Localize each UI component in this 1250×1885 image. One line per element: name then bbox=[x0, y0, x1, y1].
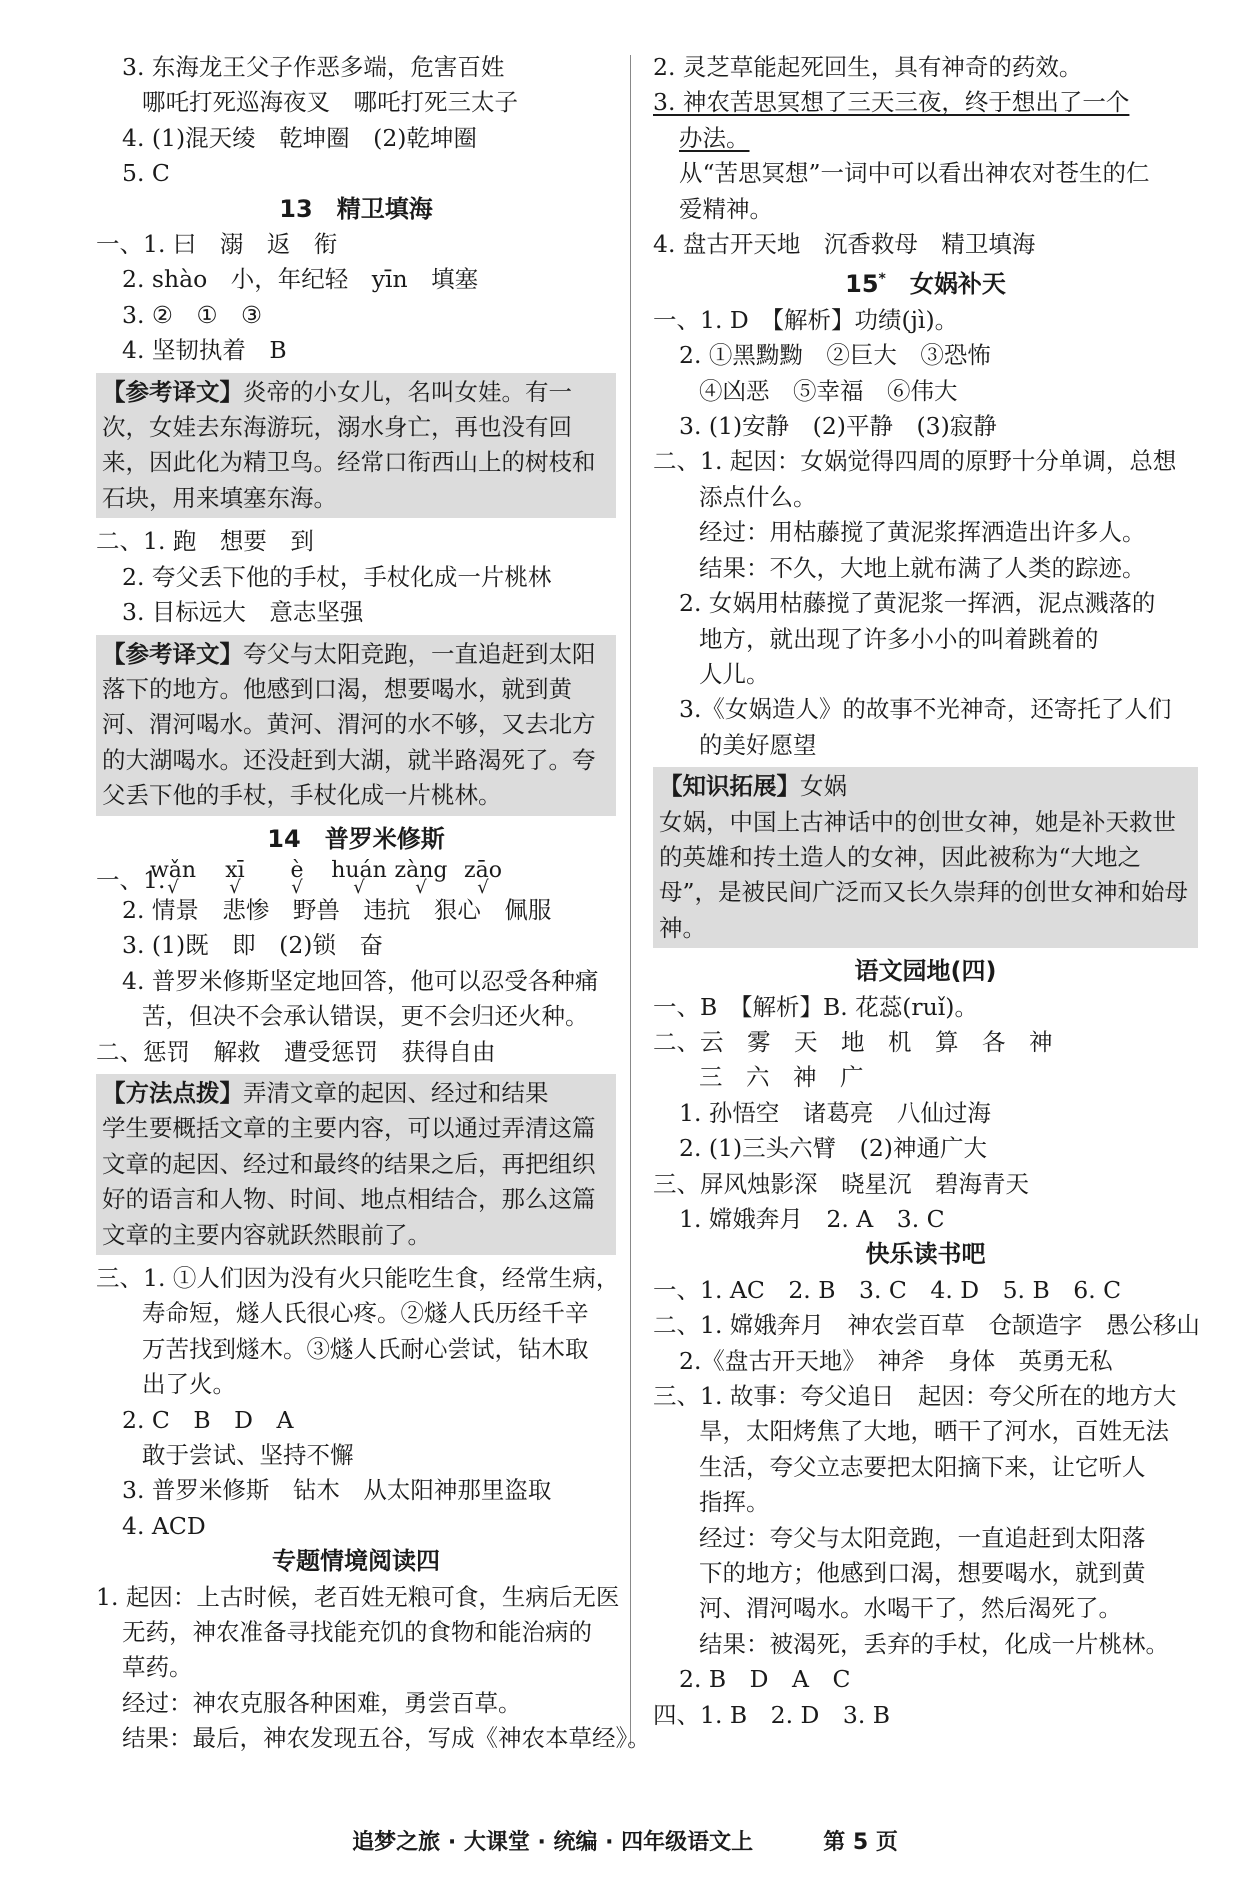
answer-line: 3. (1)安静 (2)平静 (3)寂静 bbox=[679, 412, 997, 441]
answer-line: 生活，夸父立志要把太阳摘下来，让它听人 bbox=[699, 1452, 1146, 1481]
answer-line: 三、1. ①人们因为没有火只能吃生食，经常生病， bbox=[96, 1264, 620, 1292]
check-mark: √ bbox=[167, 876, 179, 898]
answer-line: 三、1. 故事：夸父追日 起因：夸父所在的地方大 bbox=[653, 1382, 1177, 1411]
answer-line: 3. 东海龙王父子作恶多端，危害百姓 bbox=[122, 53, 505, 81]
pinyin-item: zàng bbox=[394, 857, 448, 883]
section-13-part2-answers bbox=[96, 524, 616, 630]
answer-line: 5. C bbox=[122, 159, 170, 188]
section-13-title: 13 精卫填海 bbox=[279, 194, 433, 223]
section-15-answers bbox=[653, 303, 1198, 763]
underlined-answer-line-1: 3. 神农苦思冥想了三天三夜，终于想出了一个 bbox=[653, 88, 1130, 117]
answer-line: 二、1. 嫦娥奔月 神农尝百草 仓颉造字 愚公移山 bbox=[653, 1311, 1200, 1340]
answer-line: 1. 嫦娥奔月 2. A 3. C bbox=[679, 1205, 945, 1233]
answer-line: 4. 普罗米修斯坚定地回答，他可以忍受各种痛 bbox=[122, 966, 599, 995]
answer-line: 2. shào 小，年纪轻 yīn 填塞 bbox=[122, 265, 479, 294]
chinese-garden-answers bbox=[653, 990, 1198, 1238]
answer-line: 4. ACD bbox=[122, 1511, 206, 1540]
answer-line: 2. 夸父丢下他的手杖，手杖化成一片桃林 bbox=[122, 562, 552, 591]
pinyin-item: zāo bbox=[464, 857, 502, 883]
check-row bbox=[96, 877, 514, 899]
answer-line: 从“苦思冥想”一词中可以看出神农对苍生的仁 bbox=[679, 159, 1150, 188]
answer-line: 一、B 【解析】B. 花蕊(ruǐ)。 bbox=[653, 992, 978, 1021]
box-head: 弄清文章的起因、经过和结果 bbox=[243, 1078, 549, 1107]
answer-line: 3. 普罗米修斯 钻木 从太阳神那里盗取 bbox=[122, 1476, 552, 1505]
answer-line: 结果：被渴死，丢弃的手杖，化成一片桃林。 bbox=[699, 1629, 1169, 1658]
answer-line: 一、1. D 【解析】功绩(jì)。 bbox=[653, 305, 959, 334]
answer-line: 4. 坚韧执着 B bbox=[122, 336, 287, 365]
answer-line: 2. 情景 悲惨 野兽 违抗 狠心 佩服 bbox=[122, 895, 552, 924]
answer-line: 寿命短，燧人氏很心疼。②燧人氏历经千辛 bbox=[142, 1299, 589, 1328]
answer-line: 出了火。 bbox=[142, 1370, 236, 1399]
check-mark: √ bbox=[415, 876, 427, 898]
answer-line: 3. ② ① ③ bbox=[122, 300, 263, 329]
box-text: 学生要概括文章的主要内容，可以通过弄清这篇文章的起因、经过和最终的结果之后，再把组织好的语言和人物、时间、地点相结合，那么这篇文章的主要内容就跃然眼前了。 bbox=[102, 1114, 596, 1249]
answer-line: 3. (1)既 即 (2)锁 奋 bbox=[122, 931, 383, 960]
knowledge-extension-box bbox=[653, 767, 1198, 948]
pinyin-item: huán bbox=[331, 857, 387, 883]
answer-line: 人儿。 bbox=[699, 659, 770, 688]
reference-translation-box-2 bbox=[96, 635, 616, 816]
underlined-answer-line-2: 办法。 bbox=[679, 123, 750, 152]
box-tag: 【知识拓展】 bbox=[659, 772, 800, 801]
answer-line: 3.《女娲造人》的故事不光神奇，还寄托了人们 bbox=[679, 695, 1172, 724]
answer-line: 经过：夸父与太阳竞跑，一直追赶到太阳落 bbox=[699, 1523, 1146, 1552]
pinyin-line bbox=[96, 857, 616, 898]
section-14-part3-answers bbox=[96, 1261, 620, 1544]
answer-line: 旱，太阳烤焦了大地，晒干了河水，百姓无法 bbox=[699, 1417, 1169, 1446]
check-mark: √ bbox=[353, 876, 365, 898]
answer-line: 无药，神农准备寻找能充饥的食物和能治病的 bbox=[122, 1618, 592, 1647]
box-text: 夸父与太阳竞跑，一直追赶到太阳落下的地方。他感到口渴，想要喝水，就到黄河、渭河喝水。黄河、渭河的水不够，又去北方的大湖喝水。还没赶到大湖，就半路渴死了。夸父丢下他的手杖，手杖化成一片桃林。 bbox=[102, 639, 596, 810]
section-15-title: 15* 女娲补天 bbox=[845, 270, 1006, 299]
happy-reading-title: 快乐读书吧 bbox=[865, 1240, 986, 1269]
answer-line: 哪吒打死巡海夜叉 哪吒打死三太子 bbox=[142, 88, 518, 117]
box-tag: 【参考译文】 bbox=[102, 377, 243, 406]
answer-line: 2. 灵芝草能起死回生，具有神奇的药效。 bbox=[653, 53, 1083, 81]
answer-line: 地方，就出现了许多小小的叫着跳着的 bbox=[699, 624, 1099, 653]
answer-line: 经过：用枯藤搅了黄泥浆挥洒造出许多人。 bbox=[699, 518, 1146, 547]
box-text: 女娲，中国上古神话中的创世女神，她是补天救世的英雄和抟土造人的女神，因此被称为“大地之母”，是被民间广泛而又长久崇拜的创世女神和始母神。 bbox=[659, 807, 1189, 942]
answer-line: 添点什么。 bbox=[699, 482, 817, 511]
answer-line: 苦，但决不会承认错误，更不会归还火种。 bbox=[142, 1002, 589, 1031]
reference-translation-box-1 bbox=[96, 373, 616, 519]
answer-line: 2. ①黑黝黝 ②巨大 ③恐怖 bbox=[679, 341, 991, 370]
check-mark: √ bbox=[291, 876, 303, 898]
section-14-title: 14 普罗米修斯 bbox=[267, 824, 445, 853]
answer-line: 2. (1)三头六臂 (2)神通广大 bbox=[679, 1134, 987, 1163]
left-column bbox=[96, 50, 651, 1757]
answer-line: 二、惩罚 解救 遭受惩罚 获得自由 bbox=[96, 1037, 496, 1066]
page-number: 第 5 页 bbox=[823, 1830, 898, 1855]
answer-line: 二、1. 起因：女娲觉得四周的原野十分单调，总想 bbox=[653, 447, 1177, 476]
answer-line: 的美好愿望 bbox=[699, 730, 817, 759]
answer-line: 三、屏风烛影深 晓星沉 碧海青天 bbox=[653, 1169, 1029, 1198]
answer-line: 2. 女娲用枯藤搅了黄泥浆一挥洒，泥点溅落的 bbox=[679, 589, 1156, 618]
footer-text: 追梦之旅 · 大课堂 · 统编 · 四年级语文上 bbox=[352, 1830, 754, 1855]
pinyin-item: xī bbox=[225, 857, 245, 883]
section-13-answers bbox=[96, 227, 616, 369]
answer-line: 结果：最后，神农发现五谷，写成《神农本草经》。 bbox=[122, 1724, 651, 1753]
left-top-answers bbox=[96, 50, 616, 192]
answer-line: 3. 目标远大 意志坚强 bbox=[122, 598, 364, 627]
answer-line: 四、1. B 2. D 3. B bbox=[653, 1700, 891, 1729]
topic-reading-title: 专题情境阅读四 bbox=[272, 1547, 440, 1576]
answer-line: 敢于尝试、坚持不懈 bbox=[142, 1441, 354, 1470]
answer-line: 草药。 bbox=[122, 1653, 193, 1682]
pinyin-prefix: 一、1. bbox=[96, 865, 166, 894]
box-tag: 【参考译文】 bbox=[102, 639, 243, 668]
happy-reading-answers bbox=[653, 1273, 1198, 1733]
check-mark: √ bbox=[229, 876, 241, 898]
answer-line: ④凶恶 ⑤幸福 ⑥伟大 bbox=[699, 376, 958, 405]
right-top-answers-2 bbox=[653, 156, 1198, 262]
answer-line: 4. (1)混天绫 乾坤圈 (2)乾坤圈 bbox=[122, 123, 477, 152]
answer-line: 二、云 雾 天 地 机 算 各 神 bbox=[653, 1027, 1053, 1056]
topic-reading-answers bbox=[96, 1580, 651, 1757]
answer-line: 2.《盘古开天地》 神斧 身体 英勇无私 bbox=[679, 1346, 1113, 1375]
right-top-answers bbox=[653, 50, 1198, 85]
answer-line: 结果：不久，大地上就布满了人类的踪迹。 bbox=[699, 553, 1146, 582]
answer-line: 1. 孙悟空 诸葛亮 八仙过海 bbox=[679, 1098, 991, 1127]
answer-line: 指挥。 bbox=[699, 1488, 770, 1517]
answer-line: 2. C B D A bbox=[122, 1405, 294, 1434]
right-column bbox=[653, 50, 1198, 1733]
pinyin-item: wǎn bbox=[149, 857, 197, 883]
answer-line: 三 六 神 广 bbox=[699, 1063, 864, 1092]
answer-line: 二、1. 跑 想要 到 bbox=[96, 527, 314, 556]
answer-line: 2. B D A C bbox=[679, 1665, 851, 1694]
method-tips-box bbox=[96, 1074, 616, 1255]
check-mark: √ bbox=[477, 876, 489, 898]
chinese-garden-title: 语文园地(四) bbox=[854, 957, 997, 986]
box-head: 女娲 bbox=[800, 772, 847, 801]
answer-line: 万苦找到燧木。③燧人氏耐心尝试，钻木取 bbox=[142, 1334, 589, 1363]
page-footer bbox=[0, 1825, 1250, 1856]
answer-line: 经过：神农克服各种困难，勇尝百草。 bbox=[122, 1688, 522, 1717]
answer-line: 爱精神。 bbox=[679, 194, 773, 223]
column-divider bbox=[630, 55, 631, 1745]
box-tag: 【方法点拨】 bbox=[102, 1078, 243, 1107]
answer-line: 下的地方；他感到口渴，想要喝水，就到黄 bbox=[699, 1559, 1146, 1588]
section-14-answers bbox=[96, 893, 616, 1070]
answer-line: 河、渭河喝水。水喝干了，然后渴死了。 bbox=[699, 1594, 1122, 1623]
answer-line: 一、1. AC 2. B 3. C 4. D 5. B 6. C bbox=[653, 1275, 1122, 1304]
answer-line: 一、1. 曰 溺 返 衔 bbox=[96, 230, 338, 259]
answer-line: 1. 起因：上古时候，老百姓无粮可食，生病后无医 bbox=[96, 1582, 620, 1611]
answer-line: 4. 盘古开天地 沉香救母 精卫填海 bbox=[653, 230, 1036, 259]
pinyin-item: è bbox=[290, 857, 304, 883]
box-text: 炎帝的小女儿，名叫女娃。有一次，女娃去东海游玩，溺水身亡，再也没有回来，因此化为精卫鸟。经常口衔西山上的树枝和石块，用来填塞东海。 bbox=[102, 377, 596, 512]
